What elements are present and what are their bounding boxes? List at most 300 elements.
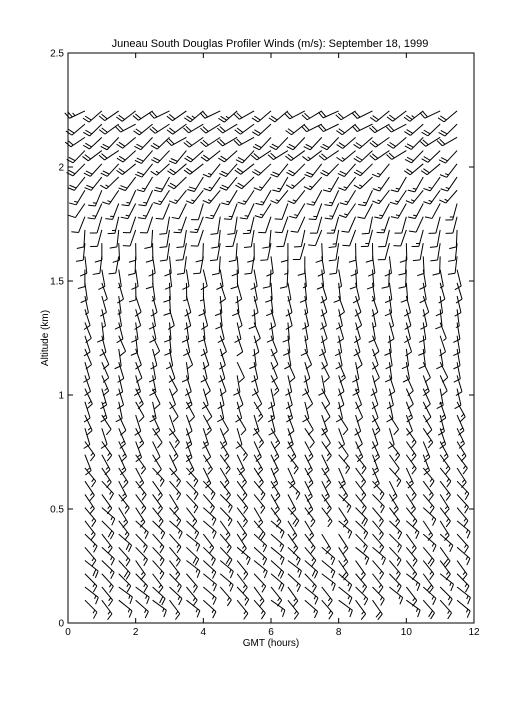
barb-half-feather xyxy=(275,454,278,456)
barb-feather xyxy=(254,116,260,120)
wind-barb xyxy=(184,164,203,174)
wind-barb xyxy=(235,402,241,422)
barb-half-feather xyxy=(146,595,147,598)
barb-feather xyxy=(349,260,356,262)
barb-feather xyxy=(242,535,247,541)
wind-barb xyxy=(233,375,240,395)
barb-feather xyxy=(168,326,174,330)
barb-staff xyxy=(203,270,207,287)
barb-half-feather xyxy=(466,609,467,612)
barb-staff xyxy=(453,217,457,233)
barb-half-feather xyxy=(445,533,447,536)
wind-barb xyxy=(457,534,468,553)
barb-feather xyxy=(307,404,312,409)
barb-feather xyxy=(85,188,92,191)
wind-barb xyxy=(372,164,389,177)
wind-barb xyxy=(204,177,221,191)
wind-barb xyxy=(244,256,254,274)
barb-feather xyxy=(312,570,315,577)
barb-feather xyxy=(425,217,432,219)
wind-barb xyxy=(454,349,461,369)
wind-barb xyxy=(135,309,141,329)
barb-feather xyxy=(211,494,215,500)
barb-feather xyxy=(149,273,156,276)
barb-feather xyxy=(395,455,399,461)
barb-half-feather xyxy=(412,116,415,118)
barb-half-feather xyxy=(226,116,229,118)
barb-staff xyxy=(406,415,412,431)
wind-barb xyxy=(420,137,440,146)
barb-feather xyxy=(417,273,424,275)
barb-feather xyxy=(139,417,144,422)
wind-barb xyxy=(322,428,331,448)
wind-barb xyxy=(425,203,440,218)
wind-barb xyxy=(220,521,230,541)
barb-feather xyxy=(108,548,112,554)
wind-barb xyxy=(305,164,322,177)
wind-barb xyxy=(354,322,360,342)
barb-staff xyxy=(440,362,448,377)
barb-feather xyxy=(463,574,468,580)
barb-staff xyxy=(315,230,321,246)
barb-feather xyxy=(439,132,445,136)
barb-half-feather xyxy=(292,507,295,510)
barb-half-feather xyxy=(276,200,279,201)
wind-barb xyxy=(153,587,166,605)
barb-feather xyxy=(221,203,228,205)
wind-barb xyxy=(220,442,229,462)
wind-barb xyxy=(153,455,162,475)
barb-feather xyxy=(135,160,142,163)
barb-half-feather xyxy=(245,216,249,217)
plot-area xyxy=(68,53,474,623)
barb-half-feather xyxy=(293,533,295,536)
barb-staff xyxy=(389,415,398,429)
wind-barb xyxy=(187,177,203,191)
barb-feather xyxy=(347,506,350,512)
wind-barb xyxy=(149,309,156,329)
barb-feather xyxy=(433,598,436,605)
barb-half-feather xyxy=(156,428,159,430)
barb-feather xyxy=(135,174,142,177)
wind-barb xyxy=(117,151,136,162)
wind-barb xyxy=(100,336,106,356)
barb-half-feather xyxy=(460,441,463,443)
barb-feather xyxy=(268,418,274,421)
wind-barb xyxy=(136,561,146,581)
barb-feather xyxy=(138,443,143,448)
wind-barb xyxy=(440,468,451,487)
barb-feather xyxy=(253,147,259,150)
barb-half-feather xyxy=(129,595,130,598)
wind-barb xyxy=(138,190,152,206)
wind-barb xyxy=(268,402,274,422)
wind-barb xyxy=(193,256,203,273)
barb-feather xyxy=(135,326,141,330)
barb-feather xyxy=(431,613,435,619)
barb-feather xyxy=(412,469,417,475)
barb-half-feather xyxy=(379,518,381,521)
barb-half-feather xyxy=(310,533,312,536)
barb-half-feather xyxy=(260,214,263,215)
wind-barb xyxy=(235,322,241,342)
barb-feather xyxy=(308,483,313,488)
wind-barb xyxy=(385,256,392,276)
barb-feather xyxy=(289,216,296,218)
barb-feather xyxy=(362,233,369,234)
barb-half-feather xyxy=(92,216,96,217)
barb-half-feather xyxy=(396,188,400,189)
barb-half-feather xyxy=(425,388,428,390)
barb-feather xyxy=(274,509,279,514)
barb-half-feather xyxy=(463,466,465,469)
barb-feather xyxy=(103,391,109,396)
wind-barb xyxy=(389,587,402,604)
barb-feather xyxy=(243,587,247,593)
barb-half-feather xyxy=(275,507,278,510)
barb-feather xyxy=(340,171,347,174)
barb-half-feather xyxy=(328,188,332,189)
barb-feather xyxy=(435,326,442,329)
barb-feather xyxy=(399,287,406,289)
barb-half-feather xyxy=(380,597,382,600)
barb-feather xyxy=(283,610,285,617)
wind-barb xyxy=(201,151,220,162)
wind-barb xyxy=(135,151,153,164)
wind-barb xyxy=(119,177,136,191)
wind-barb xyxy=(356,428,363,448)
wind-barb xyxy=(102,468,111,488)
barb-feather xyxy=(362,468,366,474)
wind-barb xyxy=(151,137,170,149)
barb-feather xyxy=(343,429,348,434)
barb-half-feather xyxy=(462,480,464,483)
barb-feather xyxy=(164,610,166,617)
barb-feather xyxy=(71,232,78,233)
barb-half-feather xyxy=(416,582,417,585)
barb-feather xyxy=(325,218,332,219)
wind-barb xyxy=(355,296,361,316)
barb-feather xyxy=(354,144,360,148)
barb-feather xyxy=(245,599,249,605)
wind-barb xyxy=(211,230,220,248)
barb-feather xyxy=(381,507,385,513)
barb-feather xyxy=(190,232,197,233)
barb-half-feather xyxy=(95,596,96,599)
barb-feather xyxy=(461,456,466,461)
barb-feather xyxy=(86,185,93,188)
barb-feather xyxy=(230,585,233,592)
barb-feather xyxy=(109,586,113,592)
barb-feather xyxy=(203,174,210,177)
barb-feather xyxy=(230,571,233,578)
wind-barb xyxy=(170,574,182,592)
barb-feather xyxy=(231,287,238,289)
barb-feather xyxy=(88,205,95,206)
wind-barb xyxy=(318,375,324,395)
barb-half-feather xyxy=(276,440,278,443)
wind-barb xyxy=(286,177,305,189)
barb-feather xyxy=(346,468,350,474)
barb-feather xyxy=(93,612,97,618)
barb-feather xyxy=(197,571,200,578)
wind-barb xyxy=(370,111,389,122)
barb-half-feather xyxy=(314,596,315,599)
barb-feather xyxy=(189,417,194,422)
barb-staff xyxy=(284,230,288,246)
barb-half-feather xyxy=(109,598,111,601)
barb-feather xyxy=(175,614,179,620)
barb-feather xyxy=(440,444,446,448)
wind-barb xyxy=(90,217,102,233)
wind-barb xyxy=(322,494,332,514)
barb-feather xyxy=(227,234,234,235)
wind-barb xyxy=(156,203,170,219)
barb-feather xyxy=(113,260,120,262)
barb-half-feather xyxy=(144,530,146,533)
barb-feather xyxy=(430,247,437,248)
wind-barb xyxy=(256,190,271,205)
barb-feather xyxy=(167,171,173,175)
wind-barb xyxy=(186,521,198,539)
wind-barb xyxy=(272,177,288,192)
barb-feather xyxy=(122,205,129,206)
barb-feather xyxy=(412,495,417,501)
barb-feather xyxy=(279,583,282,590)
barb-half-feather xyxy=(359,454,362,456)
wind-barb xyxy=(185,151,204,162)
barb-feather xyxy=(153,143,159,147)
barb-feather xyxy=(220,187,227,190)
barb-feather xyxy=(372,174,379,177)
barb-half-feather xyxy=(103,402,106,404)
barb-feather xyxy=(329,260,336,261)
barb-feather xyxy=(281,558,284,565)
barb-feather xyxy=(449,247,456,249)
barb-feather xyxy=(397,481,401,487)
wind-barb xyxy=(293,243,305,259)
wind-barb xyxy=(386,151,406,160)
barb-feather xyxy=(298,273,305,275)
y-tick-label: 1 xyxy=(58,390,64,402)
barb-half-feather xyxy=(412,453,414,456)
barb-feather xyxy=(439,299,445,303)
wind-barb xyxy=(421,164,440,175)
barb-half-feather xyxy=(415,530,417,533)
barb-half-feather xyxy=(229,583,231,586)
barb-half-feather xyxy=(208,173,211,174)
barb-feather xyxy=(101,146,107,149)
barb-half-feather xyxy=(226,532,228,535)
wind-barb xyxy=(286,309,292,329)
wind-barb xyxy=(319,151,339,161)
barb-feather xyxy=(357,417,363,422)
barb-feather xyxy=(412,600,416,606)
wind-barb xyxy=(83,111,102,122)
wind-barb xyxy=(210,217,220,235)
barb-staff xyxy=(186,402,194,417)
barb-staff xyxy=(271,362,277,378)
barb-half-feather xyxy=(396,571,398,574)
barb-feather xyxy=(397,560,401,566)
wind-barb xyxy=(186,415,192,435)
barb-staff xyxy=(339,322,344,338)
barb-half-feather xyxy=(465,584,467,587)
wind-barb xyxy=(252,111,271,122)
wind-barb xyxy=(441,177,457,191)
barb-feather xyxy=(442,377,447,382)
wind-barb xyxy=(437,137,457,145)
wind-barb xyxy=(378,243,390,260)
barb-feather xyxy=(275,443,280,448)
wind-barb xyxy=(201,309,207,329)
wind-barb xyxy=(423,190,440,204)
wind-barb xyxy=(186,574,197,593)
barb-feather xyxy=(422,132,428,136)
barb-feather xyxy=(317,286,324,289)
wind-barb xyxy=(423,177,440,191)
wind-barb xyxy=(102,190,118,204)
barb-feather xyxy=(197,545,200,552)
barb-feather xyxy=(119,142,125,146)
wind-barb xyxy=(258,217,271,233)
barb-staff xyxy=(440,322,446,338)
barb-feather xyxy=(453,339,460,342)
barb-staff xyxy=(432,203,440,218)
barb-half-feather xyxy=(213,583,214,586)
barb-half-feather xyxy=(230,569,231,572)
barb-staff xyxy=(420,243,423,260)
barb-feather xyxy=(160,260,167,261)
barb-feather xyxy=(436,366,443,369)
barb-feather xyxy=(286,185,292,189)
barb-feather xyxy=(407,130,413,134)
barb-half-feather xyxy=(426,454,429,456)
barb-feather xyxy=(128,273,135,275)
wind-barb xyxy=(302,124,322,132)
wind-barb xyxy=(322,455,329,475)
wind-barb xyxy=(85,508,96,527)
barb-feather xyxy=(226,495,230,501)
barb-feather xyxy=(394,429,399,434)
barb-half-feather xyxy=(260,598,262,601)
barb-feather xyxy=(251,379,257,382)
y-tick-label: 0 xyxy=(58,618,64,630)
barb-feather xyxy=(131,339,138,342)
barb-half-feather xyxy=(175,440,177,443)
barb-half-feather xyxy=(255,428,258,430)
wind-barb xyxy=(220,177,237,190)
barb-half-feather xyxy=(127,584,129,587)
barb-feather xyxy=(243,521,247,527)
barb-feather xyxy=(269,118,275,122)
barb-feather xyxy=(361,495,365,501)
wind-barb xyxy=(404,164,423,175)
wind-barb xyxy=(119,521,129,540)
wind-barb xyxy=(220,481,230,500)
barb-feather xyxy=(306,144,313,147)
barb-feather xyxy=(364,546,368,552)
barb-feather xyxy=(249,326,256,329)
barb-half-feather xyxy=(110,570,112,573)
wind-barb xyxy=(203,164,220,177)
barb-feather xyxy=(193,587,197,593)
wind-barb xyxy=(372,190,389,203)
wind-barb xyxy=(318,111,338,118)
wind-barb xyxy=(168,309,174,329)
wind-barb xyxy=(337,151,356,162)
barb-half-feather xyxy=(108,545,110,548)
barb-half-feather xyxy=(160,571,162,574)
barb-half-feather xyxy=(281,608,282,611)
barb-half-feather xyxy=(90,506,92,509)
barb-feather xyxy=(83,118,89,122)
barb-half-feather xyxy=(448,611,450,614)
barb-feather xyxy=(332,571,335,578)
barb-half-feather xyxy=(412,466,414,469)
barb-half-feather xyxy=(123,454,126,456)
wind-barb xyxy=(391,177,407,192)
wind-barb xyxy=(305,574,317,593)
barb-feather xyxy=(117,158,123,162)
barb-feather xyxy=(382,287,389,289)
barb-half-feather xyxy=(174,506,176,509)
wind-barb xyxy=(373,600,383,620)
barb-feather xyxy=(259,442,264,448)
barb-feather xyxy=(388,339,394,343)
barb-half-feather xyxy=(191,200,194,201)
barb-half-feather xyxy=(228,518,230,521)
barb-feather xyxy=(88,218,95,219)
barb-feather xyxy=(226,535,231,541)
barb-half-feather xyxy=(193,519,195,522)
barb-feather xyxy=(90,509,95,515)
barb-feather xyxy=(138,218,145,219)
barb-feather xyxy=(212,559,216,565)
barb-half-feather xyxy=(294,215,298,216)
barb-feather xyxy=(398,273,405,275)
barb-feather xyxy=(465,586,469,592)
barb-feather xyxy=(157,442,162,448)
barb-half-feather xyxy=(379,532,381,535)
barb-feather xyxy=(357,217,364,219)
barb-feather xyxy=(375,430,380,435)
barb-feather xyxy=(105,219,112,220)
barb-feather xyxy=(321,339,327,343)
wind-barb xyxy=(440,547,450,567)
barb-staff xyxy=(186,309,190,325)
barb-half-feather xyxy=(346,465,348,468)
barb-half-feather xyxy=(294,598,296,601)
barb-half-feather xyxy=(413,215,417,216)
barb-staff xyxy=(406,375,413,391)
wind-barb xyxy=(71,217,85,233)
barb-feather xyxy=(121,457,126,462)
barb-half-feather xyxy=(226,466,228,469)
barb-half-feather xyxy=(413,558,415,561)
chart-title: Juneau South Douglas Profiler Winds (m/s): September 18, 1999 xyxy=(111,38,429,50)
barb-feather xyxy=(260,601,264,607)
wind-barb xyxy=(270,137,288,149)
wind-barb xyxy=(307,190,322,205)
barb-half-feather xyxy=(262,584,264,587)
barb-feather xyxy=(162,598,165,605)
barb-staff xyxy=(282,203,288,219)
barb-half-feather xyxy=(158,201,161,202)
barb-feather xyxy=(272,144,278,147)
wind-barb xyxy=(294,230,305,247)
barb-feather xyxy=(69,157,75,160)
